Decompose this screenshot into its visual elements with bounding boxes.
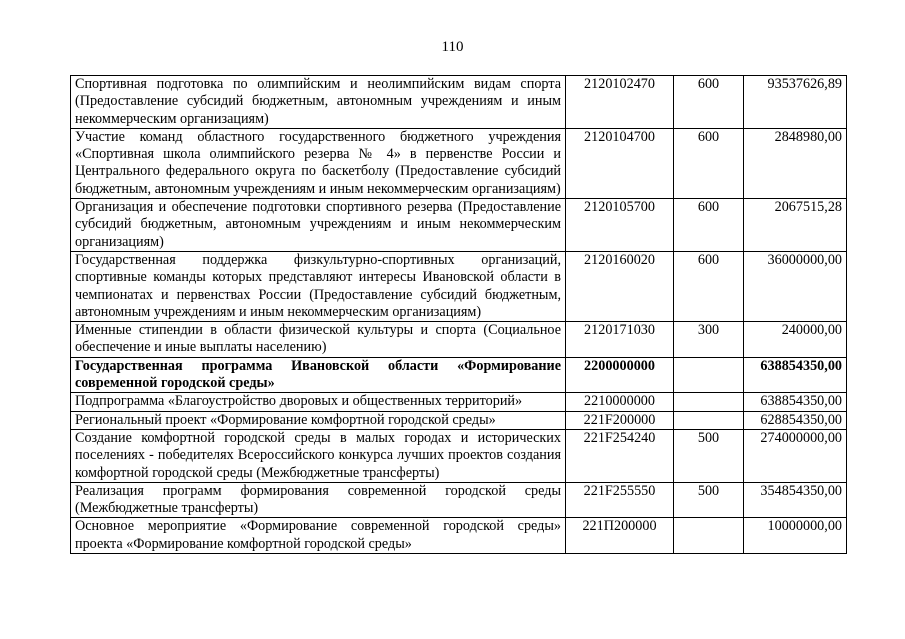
table-row [71, 251, 847, 321]
row-amount-cell: 10000000,00 [744, 518, 847, 554]
row-type-cell: 600 [674, 76, 744, 129]
row-code-cell: 2200000000 [566, 357, 674, 393]
row-name-cell: Реализация программ формирования современной городской среды (Межбюджетные трансферты) [71, 482, 566, 518]
row-code-cell: 2120160020 [566, 251, 674, 321]
budget-table-body [71, 76, 847, 554]
row-code-cell: 2120171030 [566, 322, 674, 358]
row-amount-cell: 240000,00 [744, 322, 847, 358]
row-code-cell: 2210000000 [566, 393, 674, 411]
row-amount-cell: 93537626,89 [744, 76, 847, 129]
row-type-cell [674, 357, 744, 393]
row-name-cell: Основное мероприятие «Формирование современной городской среды» проекта «Формирование комфортной городской среды» [71, 518, 566, 554]
table-row [71, 482, 847, 518]
row-code-cell: 2120102470 [566, 76, 674, 129]
row-type-cell [674, 393, 744, 411]
row-code-cell: 221П200000 [566, 518, 674, 554]
row-name-cell: Подпрограмма «Благоустройство дворовых и общественных территорий» [71, 393, 566, 411]
row-type-cell: 500 [674, 482, 744, 518]
row-code-cell: 221F254240 [566, 429, 674, 482]
row-amount-cell: 638854350,00 [744, 393, 847, 411]
row-type-cell: 600 [674, 251, 744, 321]
row-amount-cell: 274000000,00 [744, 429, 847, 482]
row-name-cell: Региональный проект «Формирование комфортной городской среды» [71, 411, 566, 429]
row-amount-cell: 2848980,00 [744, 128, 847, 198]
table-row [71, 76, 847, 129]
row-name-cell: Государственная программа Ивановской области «Формирование современной городской среды» [71, 357, 566, 393]
row-name-cell: Государственная поддержка физкультурно-спортивных организаций, спортивные команды которых представляют интересы Ивановской области в чемпионатах и первенствах России (Предоставление субсидий бюджетным, автономным учреждениям и иным некоммерческим организациям) [71, 251, 566, 321]
row-amount-cell: 36000000,00 [744, 251, 847, 321]
row-code-cell: 2120105700 [566, 199, 674, 252]
row-amount-cell: 628854350,00 [744, 411, 847, 429]
row-code-cell: 2120104700 [566, 128, 674, 198]
row-amount-cell: 354854350,00 [744, 482, 847, 518]
row-name-cell: Создание комфортной городской среды в малых городах и исторических поселениях - победителях Всероссийского конкурса лучших проектов создания комфортной городской среды (Межбюджетные трансферты) [71, 429, 566, 482]
table-row [71, 199, 847, 252]
row-code-cell: 221F200000 [566, 411, 674, 429]
page-number: 110 [441, 39, 464, 55]
row-amount-cell: 2067515,28 [744, 199, 847, 252]
row-amount-cell: 638854350,00 [744, 357, 847, 393]
row-type-cell: 600 [674, 199, 744, 252]
budget-table [70, 75, 847, 554]
row-name-cell: Именные стипендии в области физической культуры и спорта (Социальное обеспечение и иные выплаты населению) [71, 322, 566, 358]
row-type-cell: 300 [674, 322, 744, 358]
table-row [71, 411, 847, 429]
row-type-cell [674, 518, 744, 554]
table-row [71, 128, 847, 198]
table-row [71, 429, 847, 482]
table-row [71, 357, 847, 393]
table-row [71, 518, 847, 554]
table-row [71, 322, 847, 358]
row-name-cell: Организация и обеспечение подготовки спортивного резерва (Предоставление субсидий бюджетным, автономным учреждениям и иным некоммерческим организациям) [71, 199, 566, 252]
row-type-cell: 600 [674, 128, 744, 198]
row-code-cell: 221F255550 [566, 482, 674, 518]
row-name-cell: Спортивная подготовка по олимпийским и неолимпийским видам спорта (Предоставление субсидий бюджетным, автономным учреждениям и иным некоммерческим организациям) [71, 76, 566, 129]
row-name-cell: Участие команд областного государственного бюджетного учреждения «Спортивная школа олимпийского резерва № 4» в первенстве России и Центрального федерального округа по баскетболу (Предоставление субсидий бюджетным, автономным учреждениям и иным некоммерческим организациям) [71, 128, 566, 198]
row-type-cell: 500 [674, 429, 744, 482]
table-row [71, 393, 847, 411]
row-type-cell [674, 411, 744, 429]
